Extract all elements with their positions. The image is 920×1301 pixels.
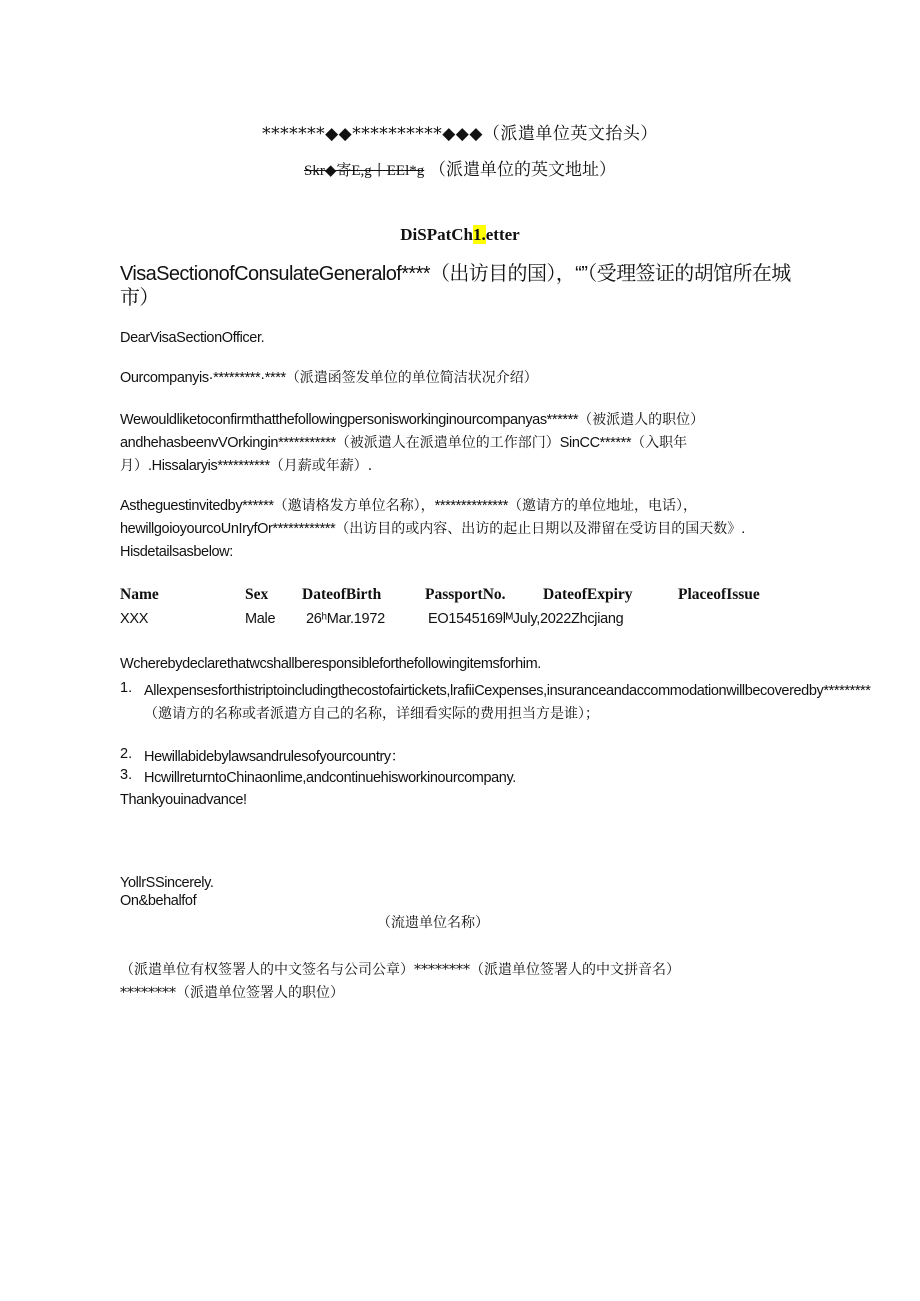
thanks-line: Thankyouinadvance!: [120, 792, 247, 808]
confirm-cn-2: （被派遣人在派遣单位的工作部门）: [335, 435, 560, 451]
table-cell-name: XXX: [120, 611, 149, 627]
invite-en-2: **************: [434, 498, 509, 514]
declaration: Wcherebydeclarethatwcshallberesponsibleforthefollowingitemsforhim.: [120, 656, 541, 672]
list-number-2: 2.: [120, 746, 133, 762]
confirm-cn-4: （月薪或年薪）.: [269, 458, 373, 474]
confirm-cn-1: （被派遣人的职位）: [578, 412, 705, 428]
confirm-en-2: andhehasbeenvVOrkingin***********: [120, 435, 336, 451]
letterhead-address: [0, 155, 920, 180]
confirmation-paragraph: [120, 409, 805, 478]
signature-line-1: （派遣单位有权签署人的中文签名与公司公章）********（派遣单位签署人的中文拼音名）: [120, 962, 680, 978]
company-intro: [120, 367, 805, 390]
sending-unit-name: （流遗单位名称）: [377, 915, 489, 931]
invite-en-4: . Hisdetailsasbelow:: [120, 521, 745, 560]
invitation-paragraph: [120, 495, 805, 564]
letter-title: [0, 225, 920, 245]
invite-en-3: hewillgoioyourcoUnIryfOr************: [120, 521, 336, 537]
company-intro-cn: （派遣函签发单位的单位简洁状况介绍）: [285, 370, 538, 386]
address-note: （派遣单位的英文地址）: [429, 160, 616, 180]
list-number-1: 1.: [120, 680, 133, 696]
invite-en-1: Astheguestinvitedby******: [120, 498, 274, 514]
letterhead-title: *******◆◆**********◆◆◆（派遣单位英文抬头）: [262, 124, 658, 144]
signature-line-2: ********（派遣单位签署人的职位）: [120, 985, 344, 1001]
table-header-passport: PassportNo.: [425, 586, 506, 603]
recipient-line: VisaSectionofConsulateGeneralof****（出访目的国），“”（受理签证的胡馆所在城市）: [120, 263, 791, 309]
list-number-3: 3.: [120, 767, 133, 783]
confirm-en-3: SinCC******: [559, 435, 632, 451]
table-header-place: PlaceofIssue: [678, 586, 760, 603]
item-1-en: Allexpensesforthistriptoincludingthecostofairtickets,lrafiiCexpenses,insuranceandaccommodationwillbecoveredby*********: [144, 683, 871, 699]
list-item-2: Hewillabidebylawsandrulesofyourcountry：: [144, 749, 405, 765]
confirm-en-4: .Hissalaryis**********: [148, 458, 270, 474]
closing-behalf: On&behalfof: [120, 893, 197, 909]
title-part-2: etter: [485, 225, 520, 244]
table-cell-dob: 26ʰMar.1972: [306, 611, 385, 627]
invite-cn-1: （邀请格发方单位名称），: [273, 498, 435, 514]
table-header-dob: DateofBirth: [302, 586, 382, 603]
company-intro-en: Ourcompanyis·*********·****: [120, 370, 286, 386]
table-cell-passport-expiry-place: EO1545169lᴹJuly,2022Zhcjiang: [428, 611, 624, 627]
invite-cn-2: （邀请方的单位地址，电话），: [508, 498, 698, 514]
title-highlight: 1.: [473, 225, 486, 244]
item-1-cn: （邀请方的名称或者派遣方自己的名称，详细看实际的费用担当方是谁）；: [144, 706, 599, 722]
confirm-cn-3: （入职年月）: [120, 435, 688, 474]
list-item-1: [144, 680, 871, 726]
table-header-sex: Sex: [245, 586, 269, 603]
salutation: DearVisaSectionOfficer.: [120, 330, 265, 346]
title-part-1: DiSPatCh: [400, 225, 473, 244]
confirm-en-1: Wewouldliketoconfirmthatthefollowingpersonisworkinginourcompanyas******: [120, 412, 579, 428]
table-header-name: Name: [120, 586, 159, 603]
list-item-3: HcwillreturntoChinaonlime,andcontinuehisworkinourcompany.: [144, 770, 516, 786]
table-cell-sex: Male: [245, 611, 276, 627]
table-header-expiry: DateofExpiry: [543, 586, 633, 603]
struck-address: Skr◆寄E,g丨EEl*g: [303, 163, 425, 179]
invite-cn-3: （出访目的或内容、出访的起止日期以及滞留在受访目的国天数》: [335, 521, 742, 537]
closing-sincerely: YollrSSincerely.: [120, 875, 214, 891]
